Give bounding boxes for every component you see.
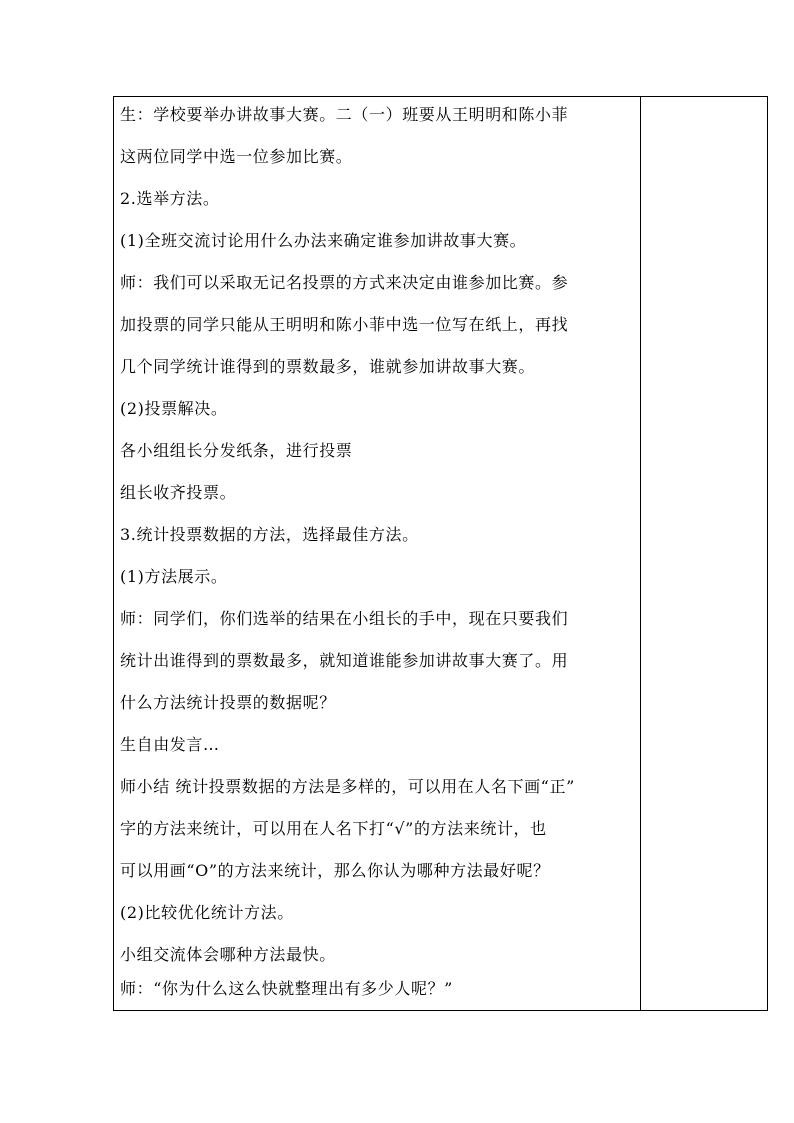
text-line: (2)比较优化统计方法。: [120, 903, 294, 922]
text-line: 组长收齐投票。: [120, 483, 237, 502]
text-line: 这两位同学中选一位参加比赛。: [120, 147, 353, 166]
text-line: 师小结 统计投票数据的方法是多样的，可以用在人名下画“正”: [120, 777, 575, 796]
text-line: 字的方法来统计，可以用在人名下打“√”的方法来统计，也: [120, 819, 547, 838]
text-line: 生自由发言…: [120, 735, 220, 754]
text-line: 什么方法统计投票的数据呢？: [120, 693, 336, 712]
text-line: 加投票的同学只能从王明明和陈小菲中选一位写在纸上，再找: [120, 315, 569, 334]
text-line: 各小组组长分发纸条，进行投票: [120, 441, 353, 460]
text-line: 2.选举方法。: [120, 189, 220, 208]
text-line: (2)投票解决。: [120, 399, 228, 418]
text-line: 师：“你为什么这么快就整理出有多少人呢？”: [120, 979, 453, 998]
text-line: (1)方法展示。: [120, 567, 228, 586]
text-line: 几个同学统计谁得到的票数最多，谁就参加讲故事大赛。: [120, 357, 536, 376]
text-line: 可以用画“O”的方法来统计，那么你认为哪种方法最好呢？: [120, 861, 550, 880]
text-line: 3.统计投票数据的方法，选择最佳方法。: [120, 525, 419, 544]
text-line: 小组交流体会哪种方法最快。: [120, 945, 336, 964]
text-line: 师：我们可以采取无记名投票的方式来决定由谁参加比赛。参: [120, 273, 569, 292]
text-line: 统计出谁得到的票数最多，就知道谁能参加讲故事大赛了。用: [120, 651, 569, 670]
lesson-content-cell: [114, 97, 640, 1010]
notes-cell: [641, 97, 767, 1010]
text-line: 师：同学们，你们选举的结果在小组长的手中，现在只要我们: [120, 609, 569, 628]
text-line: (1)全班交流讨论用什么办法来确定谁参加讲故事大赛。: [120, 231, 527, 250]
lesson-table: [113, 96, 768, 1011]
text-line: 生：学校要举办讲故事大赛。二（一）班要从王明明和陈小菲: [120, 105, 569, 124]
